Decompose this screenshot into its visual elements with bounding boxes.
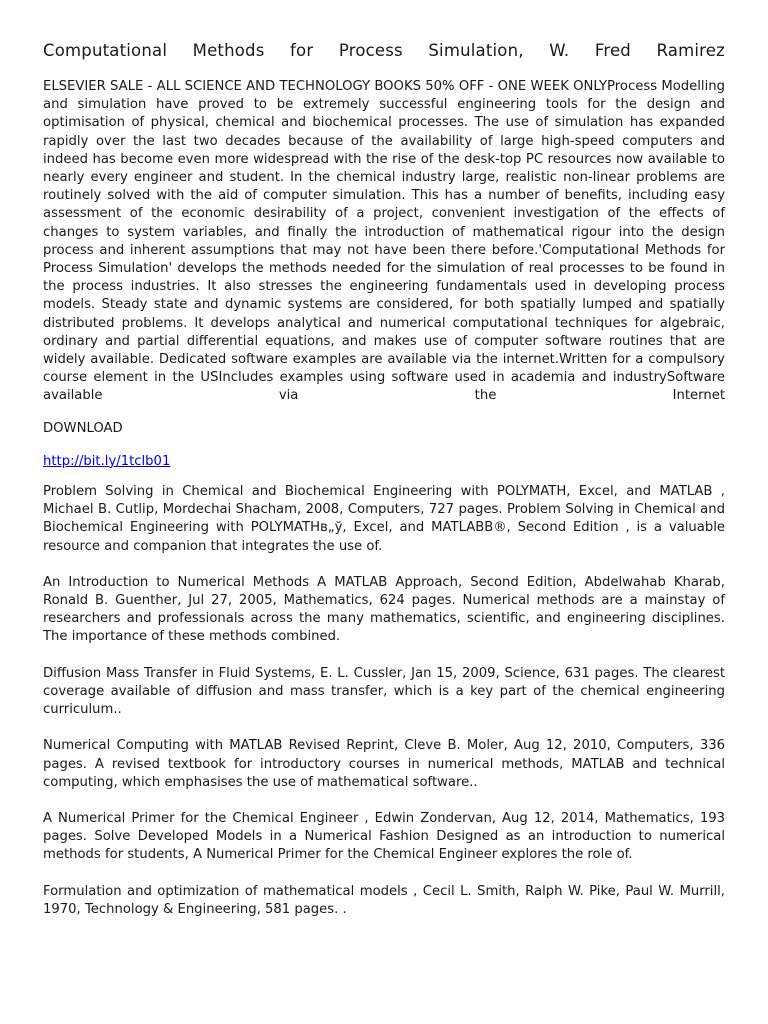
related-book-entry: Numerical Computing with MATLAB Revised Reprint, Cleve B. Moler, Aug 12, 2010, Computers, 336 pages. A revised textbook for introductory courses in numerical methods, MATLAB and technical computing, which emphasises the use of mathematical software.. [43, 738, 725, 790]
book-description: ELSEVIER SALE - ALL SCIENCE AND TECHNOLOGY BOOKS 50% OFF - ONE WEEK ONLYProcess Modelling and simulation have proved to be extremely successful engineering tools for the design and optimisation of physical, chemical and biochemical processes. The use of simulation has expanded rapidly over the last two decades because of the availability of large high-speed computers and indeed has become even more widespread with the rise of the desk-top PC resources now available to nearly every engineer and student. In the chemical industry large, realistic non-linear problems are routinely solved with the aid of computer simulation. This has a number of benefits, including easy assessment of the economic desirability of a project, convenient investigation of the effects of changes to system variables, and finally the introduction of mathematical rigour into the design process and inherent assumptions that may not have been there before.'Computational Methods for Process Simulation' develops the methods needed for the simulation of real processes to be found in the process industries. It also stresses the engineering fundamentals used in developing process models. Steady state and dynamic systems are considered, for both spatially lumped and spatially distributed problems. It develops analytical and numerical computational techniques for algebraic, ordinary and partial differential equations, and makes use of computer software routines that are widely available. Dedicated software examples are available via the internet.Written for a compulsory course element in the USIncludes examples using software used in academia and industrySoftware available via the Internet [43, 79, 725, 404]
related-book-entry: Formulation and optimization of mathematical models , Cecil L. Smith, Ralph W. Pike, Paul W. Murrill, 1970, Technology & Engineering, 581 pages. . [43, 883, 725, 917]
document-title: Computational Methods for Process Simulation, W. Fred Ramirez [43, 41, 725, 60]
related-book-entry: An Introduction to Numerical Methods A MATLAB Approach, Second Edition, Abdelwahab Kharab, Ronald B. Guenther, Jul 27, 2005, Mathematics, 624 pages. Numerical methods are a mainstay of researchers and professionals across the many mathematics, scientific, and engineering disciplines. The importance of these methods combined. [43, 574, 725, 645]
related-book-entry: Problem Solving in Chemical and Biochemical Engineering with POLYMATH, Excel, and MATLAB , Michael B. Cutlip, Mordechai Shacham, 2008, Computers, 727 pages. Problem Solving in Chemical and Biochemical Engineering with POLYMATHв„ў, Excel, and MATLABВ®, Second Edition , is a valuable resource and companion that integrates the use of. [43, 484, 725, 554]
download-label: DOWNLOAD [43, 420, 123, 436]
related-book-entry: Diffusion Mass Transfer in Fluid Systems, E. L. Cussler, Jan 15, 2009, Science, 631 pages. The clearest coverage available of diffusion and mass transfer, which is a key part of the chemical engineering curriculum.. [43, 665, 725, 718]
download-link[interactable]: http://bit.ly/1tclb01 [43, 453, 171, 469]
related-book-entry: A Numerical Primer for the Chemical Engineer , Edwin Zondervan, Aug 12, 2014, Mathematics, 193 pages. Solve Developed Models in a Numerical Fashion Designed as an introduction to numerical methods for students, A Numerical Primer for the Chemical Engineer explores the role of. [43, 810, 725, 863]
